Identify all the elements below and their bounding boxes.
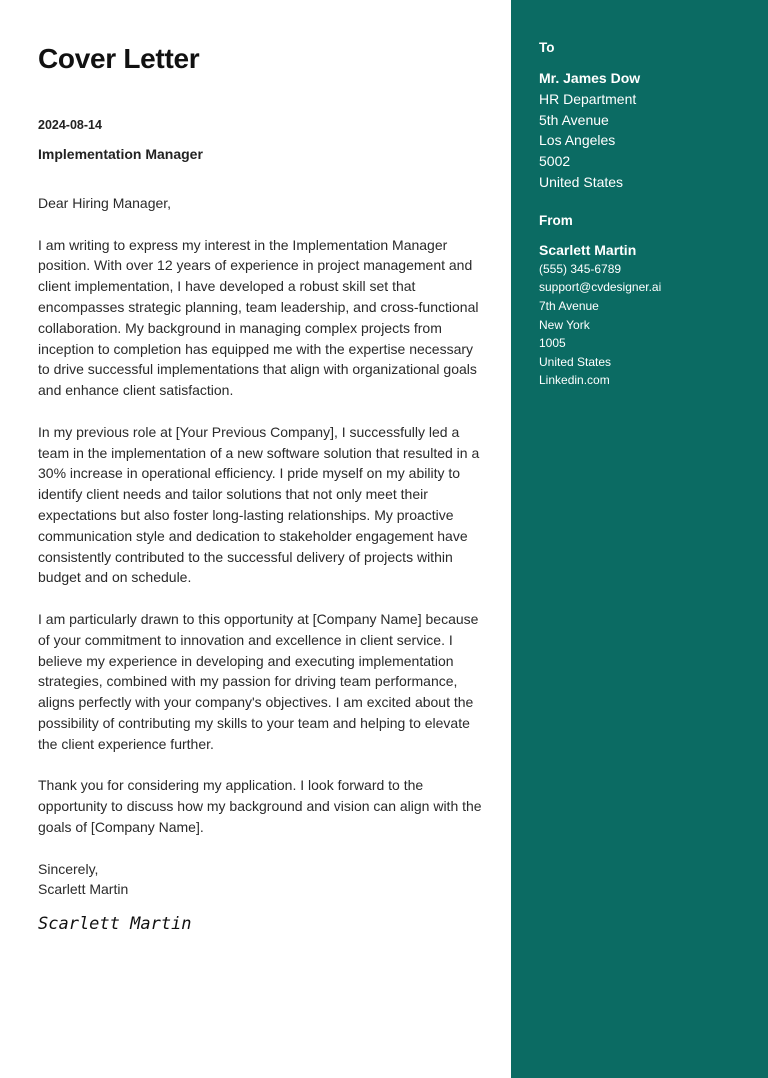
recipient-postal-code: 5002 [539, 153, 571, 170]
sender-postal-code: 1005 [539, 336, 566, 351]
salutation: Dear Hiring Manager, [38, 195, 172, 211]
job-title: Implementation Manager [38, 146, 203, 162]
sender-phone: (555) 345-6789 [539, 261, 622, 276]
closing-block [38, 859, 483, 901]
closing-name: Scarlett Martin [38, 881, 129, 898]
sender-linkedin-link[interactable]: Linkedin.com [539, 373, 610, 388]
recipient-street: 5th Avenue [539, 111, 609, 128]
recipient-city: Los Angeles [539, 132, 616, 149]
paragraph-thanks: Thank you for considering my application. I look forward to the opportunity to discuss how my background and vision can align with the goals of [Company Name]. [38, 777, 482, 835]
sender-name: Scarlett Martin [539, 241, 637, 258]
recipient-country: United States [539, 173, 624, 190]
paragraph-experience: In my previous role at [Your Previous Company], I successfully led a team in the implementation of a new software solution that resulted in a 30% increase in operational efficiency. I pride myself on my ability to identify client needs and tailor solutions that not only meet their expectations but also foster long-lasting relationships. My proactive communication style and dedication to stakeholder engagement have consistently contributed to the successful delivery of projects within budget and on schedule. [38, 423, 480, 586]
sender-email[interactable]: support@cvdesigner.ai [539, 280, 662, 295]
paragraph-motivation: I am particularly drawn to this opportunity at [Company Name] because of your commitment to innovation and excellence in client service. I believe my experience in developing and executing implementation strategies, combined with my passion for driving team performance, aligns perfectly with your company's objectives. I am excited about the possibility of contributing my skills to your team and helping to elevate the client experience further. [38, 610, 479, 752]
paragraph-intro: I am writing to express my interest in the Implementation Manager position. With over 12 years of experience in project management and client implementation, I have developed a robust skill set that encompasses strategic planning, team leadership, and cross-functional collaboration. My background in managing complex projects from inception to completion has equipped me with the expertise necessary to drive successful implementations that align with organizational goals and enhance client satisfaction. [38, 236, 479, 399]
letter-date: 2024-08-14 [38, 118, 102, 132]
from-heading: From [539, 212, 573, 228]
to-heading: To [539, 40, 555, 55]
closing-text: Sincerely, [38, 860, 99, 877]
recipient-department: HR Department [539, 90, 637, 107]
sender-street: 7th Avenue [539, 298, 599, 313]
sender-country: United States [539, 354, 612, 369]
signature: Scarlett Martin [38, 914, 192, 935]
contact-sidebar [511, 0, 768, 1078]
page-title: Cover Letter [38, 43, 200, 74]
sender-city: New York [539, 317, 590, 332]
recipient-name: Mr. James Dow [539, 70, 641, 86]
